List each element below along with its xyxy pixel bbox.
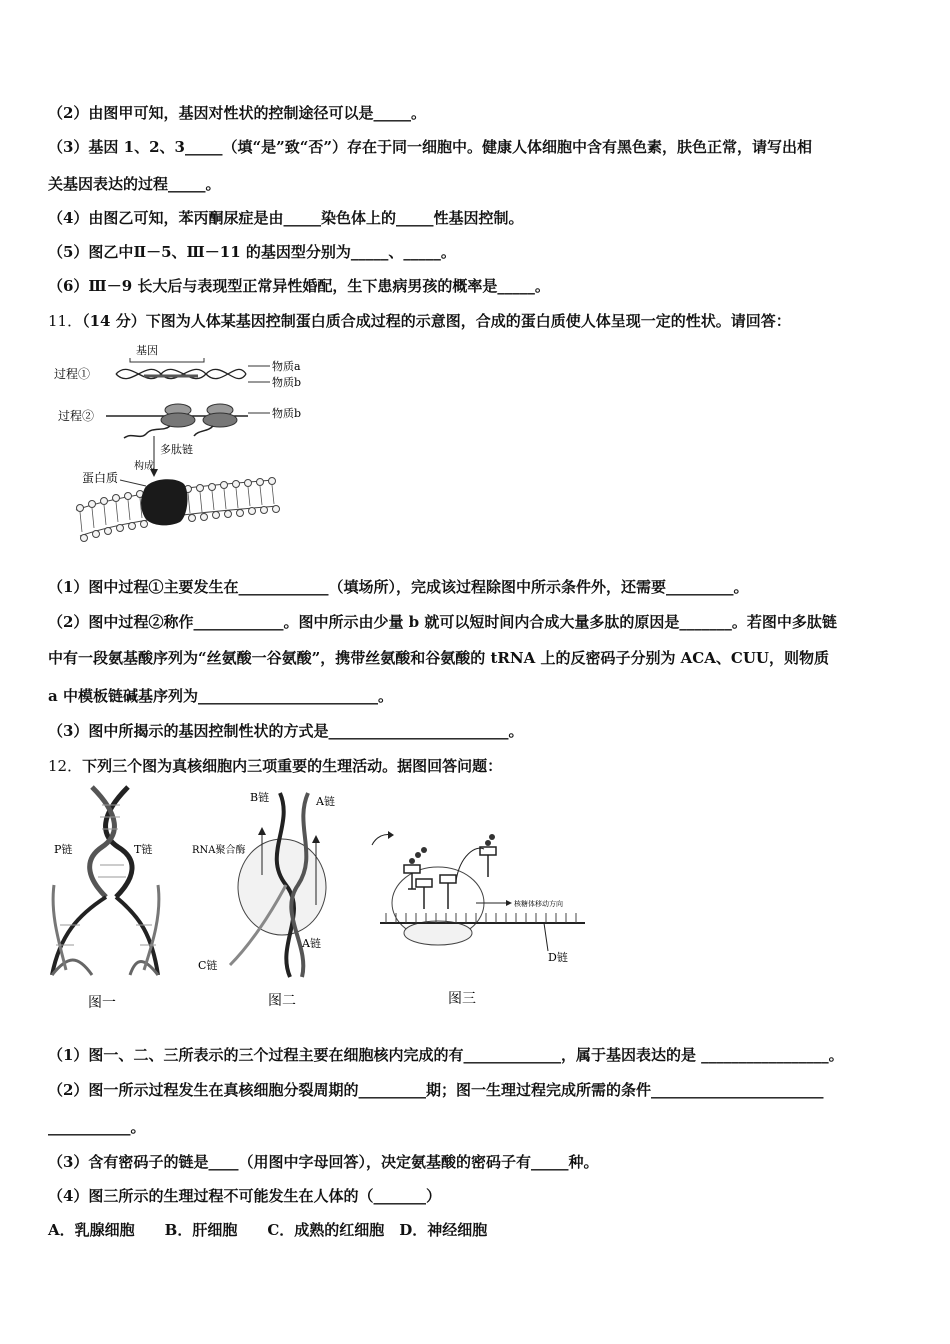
gene-label: 基因	[136, 344, 158, 357]
ribosome-large-subunit	[161, 413, 195, 427]
q10-part4: （4）由图乙可知，苯丙酮尿症是由_____染色体上的_____性基因控制。	[48, 209, 524, 227]
membrane-protein	[141, 479, 187, 525]
q10-part5: （5）图乙中Ⅱ－5、Ⅲ－11 的基因型分别为_____、_____。	[48, 243, 456, 261]
q10-part3-line2: 关基因表达的过程_____。	[48, 175, 221, 193]
q10-part2: （2）由图甲可知，基因对性状的控制途径可以是_____。	[48, 104, 426, 122]
q11-part2-line1: （2）图中过程②称作____________。图中所示由少量 b 就可以短时间内合成大量多肽的原因是_______。若图中多肽链	[48, 613, 837, 631]
q12-part1: （1）图一、二、三所表示的三个过程主要在细胞核内完成的有_____________，属于基因表达的是 _________________。	[48, 1046, 844, 1064]
q12-figure	[40, 785, 600, 1020]
process2-label: 过程②	[58, 409, 95, 423]
a-chain-bottom-label: A链	[302, 937, 321, 950]
t-chain-label: T链	[134, 843, 153, 856]
figure3-translation	[372, 831, 585, 964]
q12-part4: （4）图三所示的生理过程不可能发生在人体的（_______）	[48, 1187, 441, 1205]
q11-figure	[48, 340, 318, 545]
b-chain-label: B链	[250, 791, 270, 804]
q11-stem: （14 分）下图为人体某基因控制蛋白质合成过程的示意图，合成的蛋白质使人体呈现一定的性状。请回答：	[82, 312, 791, 330]
figure3-caption: 图三	[448, 991, 476, 1007]
d-chain-label: D链	[548, 951, 568, 964]
rna-polymerase	[238, 839, 326, 935]
q11-part2-line3: a 中模板链碱基序列为________________________。	[48, 687, 393, 705]
q12-options: A．乳腺细胞 B．肝细胞 C．成熟的红细胞 D．神经细胞	[48, 1221, 488, 1239]
q12-part2-line2: ___________。	[48, 1118, 146, 1136]
protein-label: 蛋白质	[82, 471, 119, 485]
q12-number: 12．	[48, 757, 83, 775]
a-chain-top-label: A链	[316, 795, 335, 808]
polypeptide-chain	[124, 426, 170, 438]
q12-stem-line	[48, 756, 502, 776]
substance-b-label-1: 物质b	[272, 376, 302, 389]
polypeptide-label: 多肽链	[160, 443, 193, 456]
q11-part2-line2: 中有一段氨基酸序列为“丝氨酸一谷氨酸”，携带丝氨酸和谷氨酸的 tRNA 上的反密码子分别为 ACA、CUU，则物质	[48, 649, 829, 667]
figure1-caption: 图一	[88, 995, 116, 1011]
q12-part3: （3）含有密码子的链是____（用图中字母回答），决定氨基酸的密码子有_____种。	[48, 1153, 599, 1171]
substance-a-label: 物质a	[272, 360, 301, 373]
q12-part2-line1: （2）图一所示过程发生在真核细胞分裂周期的_________期；图一生理过程完成所需的条件_______________________	[48, 1081, 824, 1099]
q11-number: 11．	[48, 312, 83, 330]
rna-polymerase-label: RNA聚合酶	[192, 845, 246, 856]
c-chain-label: C链	[198, 959, 218, 972]
process1-label: 过程①	[54, 367, 91, 381]
polypeptide-chain	[194, 426, 213, 436]
ribosome-direction-label: 核糖体移动方向	[514, 900, 563, 908]
q11-part1: （1）图中过程①主要发生在____________（填场所），完成该过程除图中所示条件外，还需要_________。	[48, 578, 749, 596]
p-chain-label: P链	[54, 843, 73, 856]
figure2-caption: 图二	[268, 993, 296, 1009]
figure1-dna-replication	[52, 787, 159, 975]
q11-part3: （3）图中所揭示的基因控制性状的方式是________________________。	[48, 722, 524, 740]
q10-part3-line1: （3）基因 1、2、3_____（填“是”致“否”）存在于同一细胞中。健康人体细胞中含有黑色素，肤色正常，请写出相	[48, 138, 812, 156]
q10-part6: （6）Ⅲ－9 长大后与表现型正常异性婚配，生下患病男孩的概率是_____。	[48, 277, 550, 295]
substance-b-label-2: 物质b	[272, 407, 302, 420]
q12-stem: 下列三个图为真核细胞内三项重要的生理活动。据图回答问题：	[82, 757, 503, 775]
q11-stem-line	[48, 311, 791, 331]
ribosome-large-subunit	[203, 413, 237, 427]
constitute-label: 构成	[134, 461, 154, 472]
